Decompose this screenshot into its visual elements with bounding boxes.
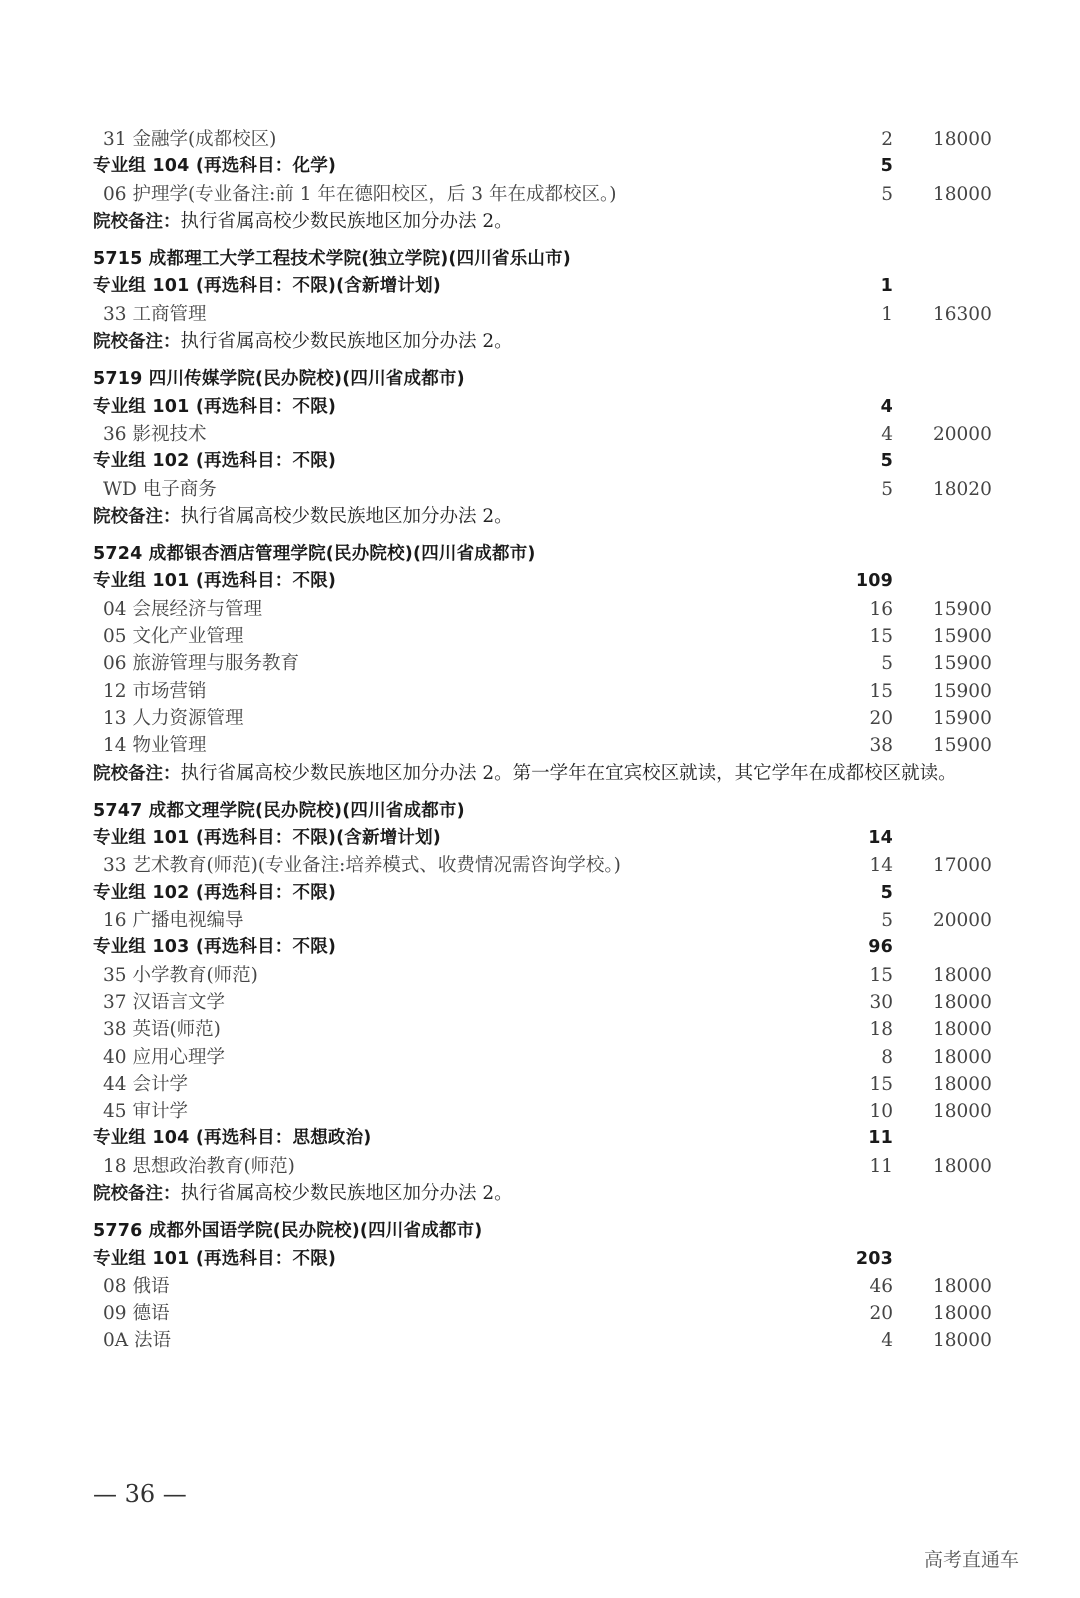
note-text: 执行省属高校少数民族地区加分办法 2。 [180, 331, 513, 353]
major-name [103, 732, 206, 759]
group-count: 203 [855, 1248, 893, 1269]
group-label: 专业组 101 (再选科目：不限)(含新增计划) [93, 828, 442, 849]
major-row [93, 1273, 993, 1300]
major-row [93, 301, 993, 328]
major-title: 英语(师范) [132, 1019, 221, 1041]
major-title: 旅游管理与服务教育 [132, 653, 299, 675]
note-text: 执行省属高校少数民族地区加分办法 2。第一学年在宜宾校区就读，其它学年在成都校区就读。 [180, 762, 957, 784]
major-row [93, 1098, 993, 1125]
note-label: 院校备注： [93, 1183, 181, 1204]
plan-count: 15 [869, 964, 893, 986]
major-row [93, 181, 993, 208]
major-code: 08 [103, 1275, 127, 1297]
major-row [93, 650, 993, 677]
tuition-fee: 18000 [933, 964, 992, 986]
major-code: 18 [103, 1155, 127, 1177]
major-row [93, 596, 993, 623]
plan-count: 5 [881, 478, 893, 500]
major-name [103, 476, 217, 503]
major-name [103, 989, 225, 1016]
major-title: 工商管理 [132, 303, 207, 325]
major-row [93, 989, 993, 1016]
major-title: 金融学(成都校区) [132, 129, 277, 150]
note-label: 院校备注： [93, 211, 181, 232]
plan-count: 4 [881, 423, 893, 445]
major-name [103, 126, 276, 153]
group-label: 专业组 101 (再选科目：不限) [93, 571, 337, 592]
major-name [103, 1016, 221, 1043]
tuition-fee: 18000 [933, 1073, 992, 1095]
watermark: 高考直通车 [924, 1549, 1020, 1571]
major-row [93, 852, 993, 879]
plan-count: 2 [881, 129, 893, 150]
tuition-fee: 18000 [933, 129, 992, 150]
plan-count: 4 [881, 1330, 893, 1352]
major-name [103, 1153, 295, 1180]
tuition-fee: 15900 [933, 707, 992, 729]
major-code: 12 [103, 680, 127, 702]
plan-count: 20 [869, 707, 893, 729]
major-row [93, 1153, 993, 1180]
major-code: 44 [103, 1073, 127, 1095]
major-title: 会展经济与管理 [132, 598, 262, 620]
group-label: 专业组 102 (再选科目：不限) [93, 882, 337, 903]
major-group-row [93, 153, 993, 180]
group-label: 专业组 101 (再选科目：不限) [93, 396, 337, 417]
major-code: 06 [103, 653, 127, 675]
tuition-fee: 20000 [933, 910, 992, 932]
group-count: 109 [855, 571, 893, 592]
major-title: 市场营销 [132, 680, 207, 702]
group-count: 5 [880, 451, 893, 472]
school-note [93, 760, 973, 788]
school-note [93, 1180, 973, 1208]
major-code: 33 [103, 303, 127, 325]
school-heading [93, 798, 993, 825]
admission-plan-list [93, 126, 993, 1355]
group-label: 专业组 101 (再选科目：不限)(含新增计划) [93, 276, 442, 297]
major-group-row [93, 568, 993, 595]
tuition-fee: 15900 [933, 598, 992, 620]
major-name [103, 907, 243, 934]
major-code: 40 [103, 1046, 127, 1068]
group-label: 专业组 101 (再选科目：不限) [93, 1248, 337, 1269]
major-group-row [93, 273, 993, 300]
major-title: 审计学 [132, 1101, 188, 1123]
tuition-fee: 18000 [933, 1330, 992, 1352]
major-code: 37 [103, 991, 127, 1013]
major-name [103, 623, 243, 650]
group-count: 5 [880, 882, 893, 903]
section-gap [93, 356, 993, 366]
school-note [93, 208, 973, 236]
plan-count: 46 [869, 1275, 893, 1297]
plan-count: 5 [881, 183, 893, 205]
tuition-fee: 18020 [933, 478, 992, 500]
major-title: 文化产业管理 [132, 626, 244, 648]
major-title: 法语 [134, 1330, 172, 1352]
school-heading [93, 541, 993, 568]
group-count: 1 [880, 276, 893, 297]
major-code: 14 [103, 735, 127, 757]
group-label: 专业组 102 (再选科目：不限) [93, 451, 337, 472]
section-gap [93, 788, 993, 798]
group-label: 专业组 104 (再选科目：思想政治) [93, 1128, 372, 1149]
major-group-row [93, 825, 993, 852]
major-code: 38 [103, 1019, 127, 1041]
major-code: 45 [103, 1101, 127, 1123]
major-row [93, 1044, 993, 1071]
plan-count: 18 [869, 1019, 893, 1041]
plan-count: 14 [869, 855, 893, 877]
school-heading [93, 246, 993, 273]
major-name [103, 678, 206, 705]
major-title: 思想政治教育(师范) [132, 1155, 295, 1177]
major-group-row [93, 934, 993, 961]
major-title: 电子商务 [142, 478, 217, 500]
school-title: 5747 成都文理学院(民办院校)(四川省成都市) [93, 800, 465, 821]
major-group-row [93, 394, 993, 421]
major-row [93, 421, 993, 448]
tuition-fee: 15900 [933, 735, 992, 757]
major-row [93, 1300, 993, 1327]
tuition-fee: 18000 [933, 1046, 992, 1068]
section-gap [93, 531, 993, 541]
tuition-fee: 18000 [933, 1275, 992, 1297]
page-number: — 36 — [93, 1480, 187, 1508]
plan-count: 10 [869, 1101, 893, 1123]
tuition-fee: 16300 [933, 303, 992, 325]
major-title: 影视技术 [132, 423, 207, 445]
major-row [93, 705, 993, 732]
major-code: 0A [103, 1330, 129, 1352]
school-heading [93, 1218, 993, 1245]
major-title: 汉语言文学 [132, 991, 225, 1013]
school-note [93, 503, 973, 531]
tuition-fee: 17000 [933, 855, 992, 877]
major-code: 05 [103, 626, 127, 648]
major-title: 德语 [132, 1303, 170, 1325]
major-code: 33 [103, 855, 127, 877]
major-code: 31 [103, 129, 127, 150]
major-name [103, 650, 299, 677]
major-name [103, 181, 616, 208]
tuition-fee: 18000 [933, 1303, 992, 1325]
major-row [93, 1071, 993, 1098]
major-name [103, 1300, 169, 1327]
major-row [93, 623, 993, 650]
school-title: 5719 四川传媒学院(民办院校)(四川省成都市) [93, 369, 465, 390]
group-count: 11 [868, 1128, 893, 1149]
group-count: 4 [880, 396, 893, 417]
major-name [103, 301, 206, 328]
school-title: 5724 成都银杏酒店管理学院(民办院校)(四川省成都市) [93, 544, 536, 565]
note-label: 院校备注： [93, 763, 181, 784]
major-code: 09 [103, 1303, 127, 1325]
plan-count: 1 [881, 303, 893, 325]
major-code: 13 [103, 707, 127, 729]
major-title: 物业管理 [132, 735, 207, 757]
plan-count: 16 [869, 598, 893, 620]
major-name [103, 1044, 225, 1071]
tuition-fee: 18000 [933, 991, 992, 1013]
major-name [103, 852, 621, 879]
major-title: 人力资源管理 [132, 707, 244, 729]
group-count: 14 [868, 828, 893, 849]
major-title: 广播电视编导 [132, 910, 244, 932]
major-code: WD [103, 478, 137, 500]
major-title: 会计学 [132, 1073, 188, 1095]
major-group-row [93, 880, 993, 907]
major-row [93, 126, 993, 153]
note-text: 执行省属高校少数民族地区加分办法 2。 [180, 210, 513, 232]
major-group-row [93, 1125, 993, 1152]
note-text: 执行省属高校少数民族地区加分办法 2。 [180, 1182, 513, 1204]
major-code: 06 [103, 183, 127, 205]
major-title: 应用心理学 [132, 1046, 225, 1068]
plan-count: 5 [881, 910, 893, 932]
major-name [103, 596, 262, 623]
major-row [93, 732, 993, 759]
section-gap [93, 236, 993, 246]
major-code: 16 [103, 910, 127, 932]
section-gap [93, 1208, 993, 1218]
group-count: 96 [868, 937, 893, 958]
major-name [103, 962, 258, 989]
major-name [103, 1071, 188, 1098]
major-code: 36 [103, 423, 127, 445]
plan-count: 30 [869, 991, 893, 1013]
major-title: 艺术教育(师范)(专业备注:培养模式、收费情况需咨询学校。) [132, 855, 621, 877]
major-title: 护理学(专业备注:前 1 年在德阳校区，后 3 年在成都校区。) [132, 183, 617, 205]
tuition-fee: 20000 [933, 423, 992, 445]
tuition-fee: 15900 [933, 680, 992, 702]
major-name [103, 421, 206, 448]
major-name [103, 705, 243, 732]
school-note [93, 328, 973, 356]
major-row [93, 476, 993, 503]
plan-count: 11 [869, 1155, 893, 1177]
major-code: 35 [103, 964, 127, 986]
note-label: 院校备注： [93, 506, 181, 527]
major-code: 04 [103, 598, 127, 620]
major-group-row [93, 1246, 993, 1273]
group-label: 专业组 104 (再选科目：化学) [93, 156, 337, 177]
major-group-row [93, 448, 993, 475]
plan-count: 8 [881, 1046, 893, 1068]
major-name [103, 1273, 169, 1300]
major-row [93, 907, 993, 934]
plan-count: 15 [869, 1073, 893, 1095]
plan-count: 20 [869, 1303, 893, 1325]
major-name [103, 1098, 188, 1125]
plan-count: 38 [869, 735, 893, 757]
school-title: 5776 成都外国语学院(民办院校)(四川省成都市) [93, 1221, 483, 1242]
plan-count: 15 [869, 680, 893, 702]
major-row [93, 1016, 993, 1043]
tuition-fee: 18000 [933, 183, 992, 205]
major-row [93, 678, 993, 705]
major-title: 小学教育(师范) [132, 964, 258, 986]
tuition-fee: 18000 [933, 1155, 992, 1177]
plan-count: 15 [869, 626, 893, 648]
tuition-fee: 18000 [933, 1019, 992, 1041]
tuition-fee: 18000 [933, 1101, 992, 1123]
major-row [93, 962, 993, 989]
tuition-fee: 15900 [933, 626, 992, 648]
group-label: 专业组 103 (再选科目：不限) [93, 937, 337, 958]
tuition-fee: 15900 [933, 653, 992, 675]
group-count: 5 [880, 156, 893, 177]
major-row [93, 1327, 993, 1354]
note-label: 院校备注： [93, 332, 181, 353]
school-heading [93, 366, 993, 393]
plan-count: 5 [881, 653, 893, 675]
major-title: 俄语 [132, 1275, 170, 1297]
note-text: 执行省属高校少数民族地区加分办法 2。 [180, 505, 513, 527]
school-title: 5715 成都理工大学工程技术学院(独立学院)(四川省乐山市) [93, 249, 571, 270]
major-name [103, 1327, 171, 1354]
